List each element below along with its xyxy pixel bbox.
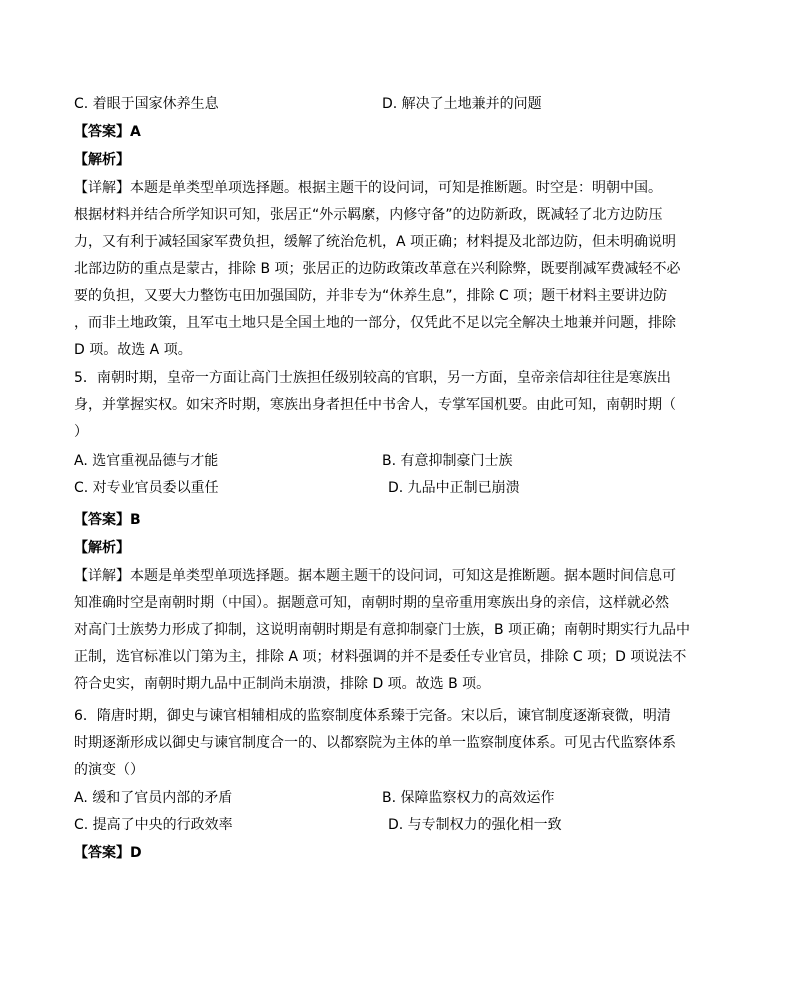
q4-detail-line: 北部边防的重点是蒙古，排除 B 项；张居正的边防政策改革意在兴利除弊，既要削减军费减轻不必: [74, 261, 681, 277]
q5-stem-line: 身，并掌握实权。如宋齐时期，寒族出身者担任中书舍人，专掌军国机要。由此可知，南朝时期（: [74, 397, 676, 413]
q4-answer: 【答案】A: [74, 124, 141, 140]
q5-option-c: C. 对专业官员委以重任: [74, 480, 219, 496]
q6-option-b: B. 保障监察权力的高效运作: [382, 790, 555, 806]
q6-answer: 【答案】D: [74, 845, 142, 861]
q5-detail-line: 符合史实，南朝时期九品中正制尚未崩溃，排除 D 项。故选 B 项。: [74, 676, 491, 692]
q5-option-b: B. 有意抑制豪门士族: [382, 453, 513, 469]
q4-detail-line: 要的负担，又要大力整饬屯田加强国防，并非专为“休养生息”，排除 C 项；题干材料主要讲边防: [74, 288, 668, 304]
q4-detail-line: D 项。故选 A 项。: [74, 342, 192, 358]
q5-stem-line: 5．南朝时期，皇帝一方面让高门士族担任级别较高的官职，另一方面，皇帝亲信却往往是寒族出: [74, 370, 671, 386]
q6-option-a: A. 缓和了官员内部的矛盾: [74, 790, 233, 806]
q5-detail-line: 对高门士族势力形成了抑制，这说明南朝时期是有意抑制豪门士族，B 项正确；南朝时期实行九品中: [74, 622, 691, 638]
q5-answer: 【答案】B: [74, 512, 141, 528]
q5-analysis-label: 【解析】: [74, 540, 130, 556]
q4-analysis-label: 【解析】: [74, 152, 130, 168]
q5-detail-line: 正制，选官标准以门第为主，排除 A 项；材料强调的并不是委任专业官员，排除 C 项；D 项说法不: [74, 649, 687, 665]
q4-detail-line: 根据材料并结合所学知识可知，张居正“外示羁縻，内修守备”的边防新政，既减轻了北方边防压: [74, 207, 663, 223]
q5-stem-line: ）: [74, 424, 88, 440]
q5-option-d: D. 九品中正制已崩溃: [388, 480, 520, 496]
q4-detail-line: 力，又有利于减轻国家军费负担，缓解了统治危机，A 项正确；材料提及北部边防，但未明确说明: [74, 234, 677, 250]
q4-option-d: D. 解决了土地兼并的问题: [382, 96, 542, 112]
q5-option-a: A. 选官重视品德与才能: [74, 453, 219, 469]
q6-stem-line: 6．隋唐时期，御史与谏官相辅相成的监察制度体系臻于完备。宋以后，谏官制度逐渐衰微，明清: [74, 708, 671, 724]
q5-detail-line: 知准确时空是南朝时期（中国）。据题意可知，南朝时期的皇帝重用寒族出身的亲信，这样就必然: [74, 595, 669, 611]
q6-option-c: C. 提高了中央的行政效率: [74, 817, 233, 833]
q6-option-d: D. 与专制权力的强化相一致: [388, 817, 562, 833]
q4-detail-line: ，而非土地政策，且军屯土地只是全国土地的一部分，仅凭此不足以完全解决土地兼并问题，排除: [74, 315, 676, 331]
q4-option-c: C. 着眼于国家休养生息: [74, 96, 219, 112]
q5-detail-line: 【详解】本题是单类型单项选择题。据本题主题干的设问词，可知这是推断题。据本题时间信息可: [74, 568, 676, 584]
q4-detail-line: 【详解】本题是单类型单项选择题。根据主题干的设问词，可知是推断题。时空是：明朝中国。: [74, 180, 662, 196]
q6-stem-line: 的演变（）: [74, 762, 144, 778]
q6-stem-line: 时期逐渐形成以御史与谏官制度合一的、以都察院为主体的单一监察制度体系。可见古代监察体系: [74, 735, 676, 751]
